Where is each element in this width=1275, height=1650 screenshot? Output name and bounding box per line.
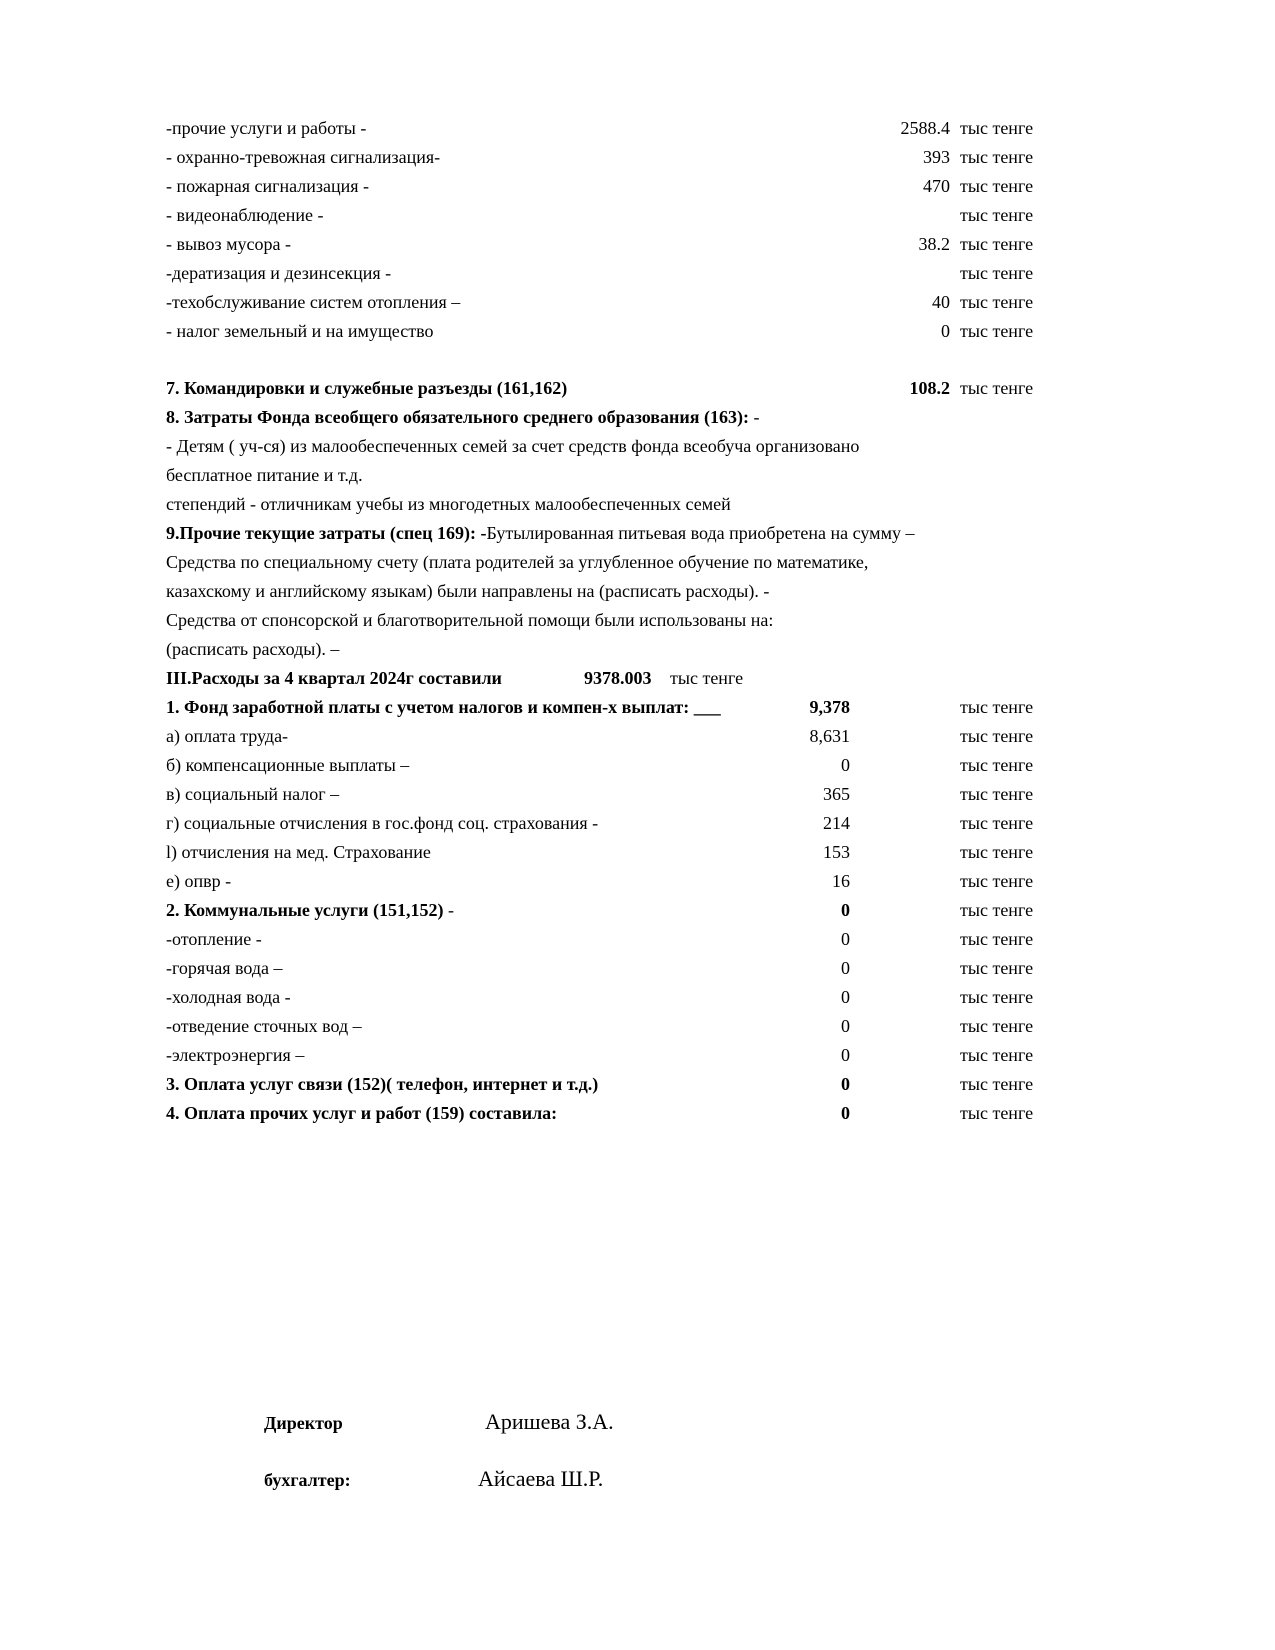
director-role: Директор	[264, 1413, 343, 1433]
section-9-line: (расписать расходы). –	[166, 639, 340, 659]
top-row	[0, 230, 1275, 259]
expense-label: б) компенсационные выплаты –	[166, 755, 410, 775]
section-8-line: степендий - отличникам учебы из многодетных малообеспеченных семей	[166, 494, 731, 514]
row-label: -техобслуживание систем отопления –	[166, 292, 461, 312]
expense-value: 0	[841, 1074, 850, 1094]
expense-row	[0, 1070, 1275, 1099]
expense-label: а) оплата труда-	[166, 726, 289, 746]
section-9-line: казахскому и английскому языкам) были направлены на (расписать расходы). -	[166, 581, 770, 601]
section-7-unit: тыс тенге	[960, 378, 1034, 398]
expense-label: -отопление -	[166, 929, 262, 949]
expense-label: 4. Оплата прочих услуг и работ (159) составила:	[166, 1103, 558, 1123]
row-value: 0	[941, 321, 950, 341]
accountant-role: бухгалтер:	[264, 1470, 351, 1490]
expense-label: е) опвр -	[166, 871, 232, 891]
expense-label-wrap	[166, 896, 454, 925]
row-value: 38.2	[918, 234, 950, 254]
section-9-heading-line	[166, 519, 914, 548]
row-unit: тыс тенге	[960, 321, 1034, 341]
expense-label: -отведение сточных вод –	[166, 1016, 362, 1036]
section-9-line: Средства по специальному счету (плата родителей за углубленное обучение по математике,	[166, 552, 869, 572]
row-label: -прочие услуги и работы -	[166, 118, 367, 138]
expense-row	[0, 780, 1275, 809]
expense-unit: тыс тенге	[960, 987, 1034, 1007]
row-label: - налог земельный и на имущество	[166, 321, 434, 341]
row-label: - пожарная сигнализация -	[166, 176, 370, 196]
row-unit: тыс тенге	[960, 147, 1034, 167]
expense-value: 153	[823, 842, 850, 862]
expense-unit: тыс тенге	[960, 958, 1034, 978]
expense-unit: тыс тенге	[960, 842, 1034, 862]
expense-label-suffix: -	[443, 900, 454, 920]
expense-label: -горячая вода –	[166, 958, 283, 978]
expense-value: 0	[841, 1045, 850, 1065]
top-row	[0, 201, 1275, 230]
expense-unit: тыс тенге	[960, 1016, 1034, 1036]
expense-label: 3. Оплата услуг связи (152)( телефон, интернет и т.д.)	[166, 1074, 599, 1094]
expense-unit: тыс тенге	[960, 1045, 1034, 1065]
expense-value: 0	[841, 958, 850, 978]
expense-unit: тыс тенге	[960, 1103, 1034, 1123]
section-3-value: 9378.003	[584, 668, 652, 688]
expense-value: 214	[823, 813, 850, 833]
section-8-line: - Детям ( уч-ся) из малообеспеченных семей за счет средств фонда всеобуча организовано	[166, 436, 860, 456]
expense-unit: тыс тенге	[960, 813, 1034, 833]
expense-label: l) отчисления на мед. Страхование	[166, 842, 431, 862]
section-9-line: Средства от спонсорской и благотворительной помощи были использованы на:	[166, 610, 774, 630]
expense-row	[0, 693, 1275, 722]
section-3-total-row	[0, 664, 1275, 693]
expense-row	[0, 954, 1275, 983]
director-name: Аришева З.А.	[485, 1409, 614, 1434]
row-value: 40	[932, 292, 950, 312]
top-row	[0, 288, 1275, 317]
row-unit: тыс тенге	[960, 292, 1034, 312]
row-value: 2588.4	[900, 118, 950, 138]
expense-unit: тыс тенге	[960, 871, 1034, 891]
row-unit: тыс тенге	[960, 234, 1034, 254]
section-8-heading-line	[166, 403, 759, 432]
expense-value: 0	[841, 929, 850, 949]
section-9-heading: 9.Прочие текущие затраты (спец 169): -	[166, 523, 487, 543]
expense-value: 9,378	[809, 697, 850, 717]
row-label: - вывоз мусора -	[166, 234, 291, 254]
expense-unit: тыс тенге	[960, 755, 1034, 775]
row-unit: тыс тенге	[960, 263, 1034, 283]
expense-label: 1. Фонд заработной платы с учетом налогов и компен-х выплат: ___	[166, 697, 721, 717]
section-3-label: III.Расходы за 4 квартал 2024г составили	[166, 668, 502, 688]
expense-label: -холодная вода -	[166, 987, 291, 1007]
expense-label: 2. Коммунальные услуги (151,152)	[166, 900, 444, 920]
section-7-row	[0, 374, 1275, 403]
expense-label: г) социальные отчисления в гос.фонд соц. страхования -	[166, 813, 599, 833]
section-7-label: 7. Командировки и служебные разъезды (161,162)	[166, 378, 568, 398]
row-unit: тыс тенге	[960, 205, 1034, 225]
expense-unit: тыс тенге	[960, 1074, 1034, 1094]
expense-row	[0, 722, 1275, 751]
row-label: -дератизация и дезинсекция -	[166, 263, 392, 283]
expense-unit: тыс тенге	[960, 726, 1034, 746]
expense-value: 0	[841, 1103, 850, 1123]
row-label: - видеонаблюдение -	[166, 205, 324, 225]
row-unit: тыс тенге	[960, 176, 1034, 196]
row-unit: тыс тенге	[960, 118, 1034, 138]
top-row	[0, 259, 1275, 288]
top-row	[0, 317, 1275, 346]
accountant-name: Айсаева Ш.Р.	[478, 1466, 604, 1491]
expense-unit: тыс тенге	[960, 929, 1034, 949]
expense-unit: тыс тенге	[960, 697, 1034, 717]
expense-row	[0, 925, 1275, 954]
expense-row	[0, 896, 1275, 925]
expense-row	[0, 1012, 1275, 1041]
expense-label: в) социальный налог –	[166, 784, 340, 804]
expense-unit: тыс тенге	[960, 784, 1034, 804]
row-value: 470	[923, 176, 950, 196]
expense-row	[0, 838, 1275, 867]
expense-value: 8,631	[809, 726, 850, 746]
expense-unit: тыс тенге	[960, 900, 1034, 920]
row-value: 393	[923, 147, 950, 167]
section-3-unit: тыс тенге	[670, 668, 744, 688]
expense-value: 16	[832, 871, 850, 891]
expense-value: 0	[841, 755, 850, 775]
top-row	[0, 114, 1275, 143]
expense-value: 0	[841, 1016, 850, 1036]
section-8-heading: 8. Затраты Фонда всеобщего обязательного среднего образования (163):	[166, 407, 749, 427]
expense-label: -электроэнергия –	[166, 1045, 305, 1065]
expense-value: 365	[823, 784, 850, 804]
expense-row	[0, 1099, 1275, 1128]
expense-value: 0	[841, 987, 850, 1007]
section-8-heading-suffix: -	[748, 407, 760, 427]
expense-row	[0, 1041, 1275, 1070]
section-9-heading-suffix: Бутылированная питьевая вода приобретена на сумму –	[486, 523, 915, 543]
section-8-line: бесплатное питание и т.д.	[166, 465, 363, 485]
expense-row	[0, 983, 1275, 1012]
expense-row	[0, 809, 1275, 838]
top-row	[0, 172, 1275, 201]
expense-row	[0, 751, 1275, 780]
expense-value: 0	[841, 900, 850, 920]
expense-row	[0, 867, 1275, 896]
row-label: - охранно-тревожная сигнализация-	[166, 147, 441, 167]
section-7-value: 108.2	[909, 378, 950, 398]
top-row	[0, 143, 1275, 172]
